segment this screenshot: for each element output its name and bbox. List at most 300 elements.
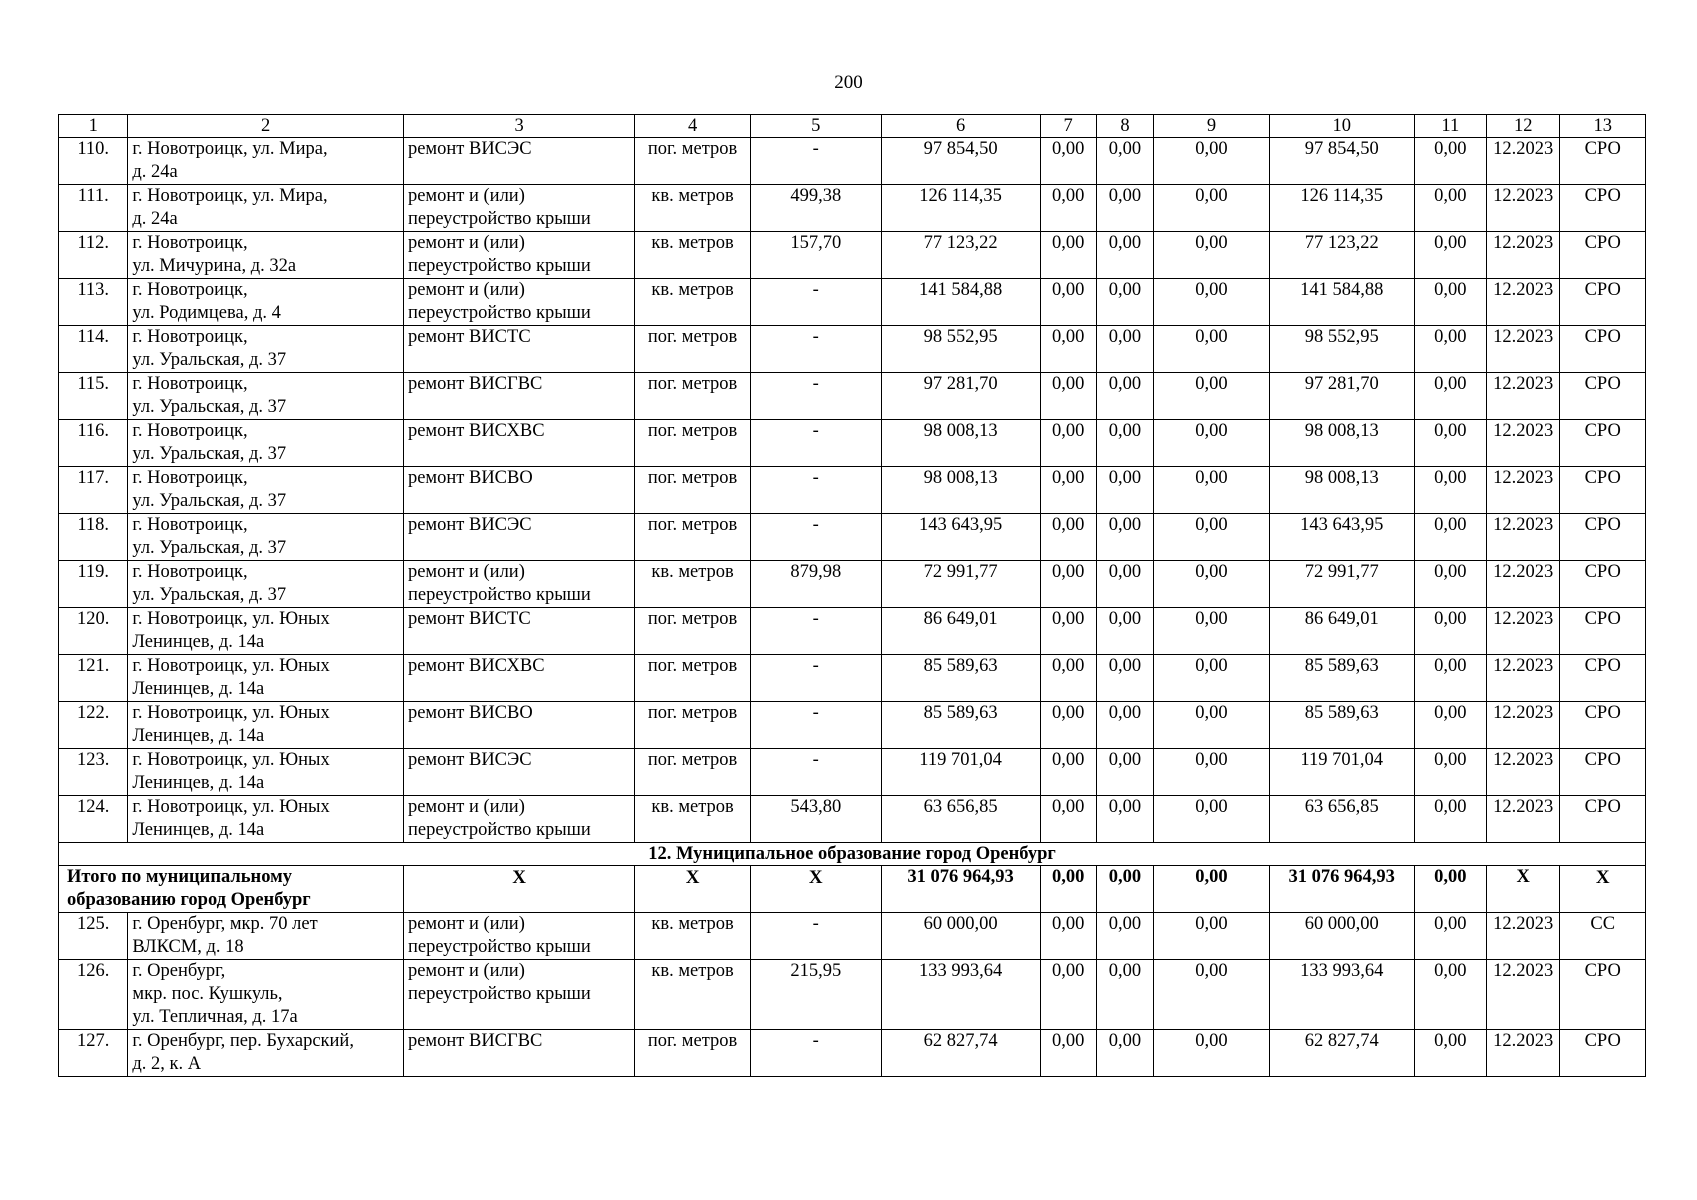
work-type-line: переустройство крыши [407,937,591,957]
table-row [59,960,1646,1030]
value-c12: 12.2023 [1487,1030,1560,1077]
row-number: 113. [59,279,128,326]
source: СРО [1560,138,1646,185]
table-row [59,185,1646,232]
work-type [403,420,634,467]
address-line: ул. Уральская, д. 37 [132,585,287,605]
source: СРО [1560,185,1646,232]
value-c11: 0,00 [1414,373,1486,420]
value-c5: - [750,655,881,702]
value-c12: 12.2023 [1487,514,1560,561]
address-line: г. Новотроицк, [132,468,248,488]
value-c6: 98 008,13 [881,420,1040,467]
total-c12: Х [1487,866,1560,913]
unit: пог. метров [635,467,751,514]
address [128,960,404,1030]
address [128,913,404,960]
table-row [59,702,1646,749]
address [128,561,404,608]
source: СРО [1560,279,1646,326]
table-row [59,749,1646,796]
value-c8: 0,00 [1096,561,1153,608]
source: СРО [1560,467,1646,514]
work-type [403,749,634,796]
source: СРО [1560,420,1646,467]
value-c7: 0,00 [1040,913,1096,960]
address-line: г. Оренбург, пер. Бухарский, [132,1031,354,1051]
value-c10: 86 649,01 [1269,608,1414,655]
work-type-line: ремонт и (или) [407,186,525,206]
unit: пог. метров [635,608,751,655]
row-number: 116. [59,420,128,467]
value-c9: 0,00 [1154,138,1270,185]
work-type [403,913,634,960]
work-type-line: ремонт ВИСВО [407,703,533,723]
value-c9: 0,00 [1154,608,1270,655]
work-type-line: переустройство крыши [407,209,591,229]
value-c11: 0,00 [1414,420,1486,467]
value-c9: 0,00 [1154,185,1270,232]
unit: кв. метров [635,279,751,326]
value-c9: 0,00 [1154,279,1270,326]
column-number-2: 2 [128,115,404,138]
row-number: 121. [59,655,128,702]
address-line: ул. Уральская, д. 37 [132,350,287,370]
work-type [403,232,634,279]
unit: пог. метров [635,514,751,561]
value-c11: 0,00 [1414,1030,1486,1077]
address-line: Ленинцев, д. 14а [132,632,265,652]
address-line: г. Новотроицк, ул. Юных [132,703,330,723]
address-line: ВЛКСМ, д. 18 [132,937,244,957]
address [128,373,404,420]
address [128,514,404,561]
column-number-10: 10 [1269,115,1414,138]
value-c8: 0,00 [1096,1030,1153,1077]
column-number-9: 9 [1154,115,1270,138]
work-type [403,467,634,514]
value-c9: 0,00 [1154,913,1270,960]
column-number-13: 13 [1560,115,1646,138]
unit: кв. метров [635,185,751,232]
table-row [59,279,1646,326]
address-line: ул. Уральская, д. 37 [132,444,287,464]
address-line: д. 2, к. А [132,1054,202,1074]
address-line: г. Новотроицк, [132,515,248,535]
address-line: ул. Тепличная, д. 17а [132,1007,298,1027]
page-number: 200 [834,72,863,93]
source: СРО [1560,373,1646,420]
work-type [403,373,634,420]
address-line: г. Новотроицк, ул. Юных [132,750,330,770]
address [128,1030,404,1077]
row-number: 117. [59,467,128,514]
address-line: ул. Мичурина, д. 32а [132,256,297,276]
value-c6: 85 589,63 [881,702,1040,749]
value-c9: 0,00 [1154,232,1270,279]
work-type-line: ремонт ВИСЭС [407,515,532,535]
address-line: Ленинцев, д. 14а [132,679,265,699]
value-c10: 133 993,64 [1269,960,1414,1030]
value-c6: 97 854,50 [881,138,1040,185]
unit: пог. метров [635,138,751,185]
work-type-line: ремонт и (или) [407,280,525,300]
value-c12: 12.2023 [1487,232,1560,279]
source: СРО [1560,561,1646,608]
address-line: г. Новотроицк, ул. Юных [132,656,330,676]
capital-repair-table [58,114,1646,1077]
value-c7: 0,00 [1040,420,1096,467]
source: СРО [1560,655,1646,702]
work-type-line: ремонт ВИСГВС [407,374,543,394]
table-row [59,420,1646,467]
address-line: мкр. пос. Кушкуль, [132,984,283,1004]
value-c8: 0,00 [1096,655,1153,702]
value-c10: 141 584,88 [1269,279,1414,326]
unit: кв. метров [635,232,751,279]
unit: пог. метров [635,1030,751,1077]
value-c9: 0,00 [1154,1030,1270,1077]
unit: пог. метров [635,373,751,420]
value-c12: 12.2023 [1487,608,1560,655]
total-c13: Х [1560,866,1646,913]
total-c3: Х [403,866,634,913]
value-c12: 12.2023 [1487,279,1560,326]
address [128,232,404,279]
total-label-line: Итого по муниципальному [67,867,292,887]
work-type-line: ремонт и (или) [407,233,525,253]
work-type [403,185,634,232]
work-type-line: ремонт и (или) [407,914,525,934]
value-c7: 0,00 [1040,467,1096,514]
work-type [403,796,634,843]
unit: пог. метров [635,420,751,467]
total-label [59,866,404,913]
total-c4: Х [635,866,751,913]
total-c5: Х [750,866,881,913]
value-c12: 12.2023 [1487,420,1560,467]
value-c11: 0,00 [1414,655,1486,702]
value-c6: 133 993,64 [881,960,1040,1030]
value-c10: 98 552,95 [1269,326,1414,373]
value-c11: 0,00 [1414,185,1486,232]
address [128,702,404,749]
value-c7: 0,00 [1040,1030,1096,1077]
work-type-line: ремонт ВИСХВС [407,656,545,676]
table-row [59,232,1646,279]
value-c8: 0,00 [1096,702,1153,749]
value-c7: 0,00 [1040,185,1096,232]
work-type [403,1030,634,1077]
address-line: г. Новотроицк, [132,233,248,253]
column-number-row [59,115,1646,138]
value-c6: 98 552,95 [881,326,1040,373]
address [128,420,404,467]
address [128,467,404,514]
unit: кв. метров [635,913,751,960]
table-row [59,561,1646,608]
address [128,749,404,796]
work-type [403,702,634,749]
address-line: г. Новотроицк, ул. Юных [132,609,330,629]
value-c6: 98 008,13 [881,467,1040,514]
value-c6: 119 701,04 [881,749,1040,796]
value-c9: 0,00 [1154,561,1270,608]
value-c11: 0,00 [1414,796,1486,843]
table-row [59,138,1646,185]
address [128,796,404,843]
work-type-line: ремонт и (или) [407,797,525,817]
row-number: 120. [59,608,128,655]
value-c8: 0,00 [1096,608,1153,655]
value-c6: 86 649,01 [881,608,1040,655]
value-c12: 12.2023 [1487,702,1560,749]
value-c10: 85 589,63 [1269,702,1414,749]
value-c8: 0,00 [1096,913,1153,960]
value-c12: 12.2023 [1487,561,1560,608]
address-line: ул. Уральская, д. 37 [132,397,287,417]
value-c9: 0,00 [1154,702,1270,749]
value-c11: 0,00 [1414,138,1486,185]
work-type-line: переустройство крыши [407,585,591,605]
total-c6: 31 076 964,93 [881,866,1040,913]
value-c8: 0,00 [1096,185,1153,232]
row-number: 119. [59,561,128,608]
value-c12: 12.2023 [1487,913,1560,960]
value-c10: 98 008,13 [1269,467,1414,514]
value-c11: 0,00 [1414,608,1486,655]
work-type-line: переустройство крыши [407,256,591,276]
value-c5: 879,98 [750,561,881,608]
value-c9: 0,00 [1154,373,1270,420]
total-c8: 0,00 [1096,866,1153,913]
value-c12: 12.2023 [1487,373,1560,420]
address-line: г. Новотроицк, [132,374,248,394]
value-c11: 0,00 [1414,326,1486,373]
value-c10: 77 123,22 [1269,232,1414,279]
address-line: г. Новотроицк, ул. Мира, [132,186,328,206]
value-c12: 12.2023 [1487,185,1560,232]
address-line: г. Новотроицк, [132,562,248,582]
value-c5: - [750,373,881,420]
value-c5: - [750,749,881,796]
value-c6: 141 584,88 [881,279,1040,326]
value-c11: 0,00 [1414,702,1486,749]
value-c7: 0,00 [1040,702,1096,749]
row-number: 123. [59,749,128,796]
address-line: г. Новотроицк, ул. Мира, [132,139,328,159]
total-c10: 31 076 964,93 [1269,866,1414,913]
work-type [403,138,634,185]
address-line: д. 24а [132,162,178,182]
value-c7: 0,00 [1040,655,1096,702]
value-c8: 0,00 [1096,514,1153,561]
value-c10: 72 991,77 [1269,561,1414,608]
total-c9: 0,00 [1154,866,1270,913]
column-number-6: 6 [881,115,1040,138]
value-c8: 0,00 [1096,796,1153,843]
source: СРО [1560,514,1646,561]
value-c9: 0,00 [1154,655,1270,702]
value-c12: 12.2023 [1487,326,1560,373]
value-c6: 62 827,74 [881,1030,1040,1077]
row-number: 125. [59,913,128,960]
value-c5: - [750,279,881,326]
address [128,185,404,232]
value-c11: 0,00 [1414,749,1486,796]
work-type [403,326,634,373]
source: СРО [1560,608,1646,655]
work-type-line: ремонт и (или) [407,961,525,981]
value-c12: 12.2023 [1487,960,1560,1030]
address [128,655,404,702]
value-c12: 12.2023 [1487,796,1560,843]
work-type-line: ремонт ВИСЭС [407,139,532,159]
value-c7: 0,00 [1040,749,1096,796]
value-c5: - [750,326,881,373]
value-c11: 0,00 [1414,232,1486,279]
row-number: 112. [59,232,128,279]
value-c9: 0,00 [1154,326,1270,373]
table-row [59,608,1646,655]
work-type [403,655,634,702]
value-c11: 0,00 [1414,279,1486,326]
column-number-12: 12 [1487,115,1560,138]
value-c8: 0,00 [1096,960,1153,1030]
row-number: 122. [59,702,128,749]
value-c5: - [750,1030,881,1077]
work-type-line: переустройство крыши [407,820,591,840]
row-number: 124. [59,796,128,843]
work-type-line: ремонт ВИСТС [407,327,531,347]
address [128,608,404,655]
unit: пог. метров [635,749,751,796]
address [128,279,404,326]
value-c7: 0,00 [1040,138,1096,185]
value-c9: 0,00 [1154,960,1270,1030]
value-c7: 0,00 [1040,561,1096,608]
source: СРО [1560,749,1646,796]
table-row [59,655,1646,702]
work-type-line: переустройство крыши [407,984,591,1004]
unit: кв. метров [635,796,751,843]
work-type [403,608,634,655]
column-number-4: 4 [635,115,751,138]
value-c5: - [750,913,881,960]
total-label-line: образованию город Оренбург [67,890,311,910]
address-line: г. Оренбург, [132,961,226,981]
unit: кв. метров [635,561,751,608]
value-c7: 0,00 [1040,232,1096,279]
unit: пог. метров [635,702,751,749]
value-c11: 0,00 [1414,467,1486,514]
row-number: 111. [59,185,128,232]
value-c5: - [750,467,881,514]
row-number: 110. [59,138,128,185]
value-c10: 85 589,63 [1269,655,1414,702]
value-c10: 143 643,95 [1269,514,1414,561]
table-row [59,514,1646,561]
row-number: 115. [59,373,128,420]
address [128,326,404,373]
value-c10: 98 008,13 [1269,420,1414,467]
value-c7: 0,00 [1040,796,1096,843]
value-c10: 63 656,85 [1269,796,1414,843]
total-c11: 0,00 [1414,866,1486,913]
address-line: Ленинцев, д. 14а [132,820,265,840]
value-c9: 0,00 [1154,420,1270,467]
source: СРО [1560,1030,1646,1077]
address-line: г. Новотроицк, [132,327,248,347]
column-number-3: 3 [403,115,634,138]
work-type-line: ремонт ВИСЭС [407,750,532,770]
table-row [59,373,1646,420]
value-c7: 0,00 [1040,514,1096,561]
value-c5: - [750,608,881,655]
value-c8: 0,00 [1096,373,1153,420]
address [128,138,404,185]
work-type-line: ремонт ВИСГВС [407,1031,543,1051]
address-line: ул. Уральская, д. 37 [132,491,287,511]
source: СРО [1560,326,1646,373]
value-c10: 126 114,35 [1269,185,1414,232]
work-type-line: переустройство крыши [407,303,591,323]
value-c10: 97 281,70 [1269,373,1414,420]
work-type [403,960,634,1030]
value-c5: 499,38 [750,185,881,232]
value-c9: 0,00 [1154,796,1270,843]
address-line: ул. Уральская, д. 37 [132,538,287,558]
value-c5: - [750,138,881,185]
address-line: Ленинцев, д. 14а [132,726,265,746]
value-c5: - [750,702,881,749]
work-type-line: ремонт ВИСВО [407,468,533,488]
address-line: г. Новотроицк, [132,280,248,300]
source: СРО [1560,796,1646,843]
value-c8: 0,00 [1096,749,1153,796]
value-c7: 0,00 [1040,608,1096,655]
work-type [403,561,634,608]
value-c5: 543,80 [750,796,881,843]
value-c6: 63 656,85 [881,796,1040,843]
address-line: Ленинцев, д. 14а [132,773,265,793]
table-row [59,913,1646,960]
value-c10: 97 854,50 [1269,138,1414,185]
value-c6: 126 114,35 [881,185,1040,232]
value-c11: 0,00 [1414,960,1486,1030]
section-title: 12. Муниципальное образование город Оренбург [59,843,1646,866]
value-c6: 143 643,95 [881,514,1040,561]
source: СРО [1560,702,1646,749]
source: СРО [1560,232,1646,279]
row-number: 127. [59,1030,128,1077]
column-number-1: 1 [59,115,128,138]
column-number-7: 7 [1040,115,1096,138]
table-row [59,326,1646,373]
address-line: ул. Родимцева, д. 4 [132,303,281,323]
value-c9: 0,00 [1154,467,1270,514]
column-number-5: 5 [750,115,881,138]
value-c8: 0,00 [1096,232,1153,279]
row-number: 118. [59,514,128,561]
source: СС [1560,913,1646,960]
value-c5: 215,95 [750,960,881,1030]
value-c10: 60 000,00 [1269,913,1414,960]
table-row [59,1030,1646,1077]
work-type-line: ремонт ВИСХВС [407,421,545,441]
address-line: г. Новотроицк, [132,421,248,441]
value-c7: 0,00 [1040,960,1096,1030]
